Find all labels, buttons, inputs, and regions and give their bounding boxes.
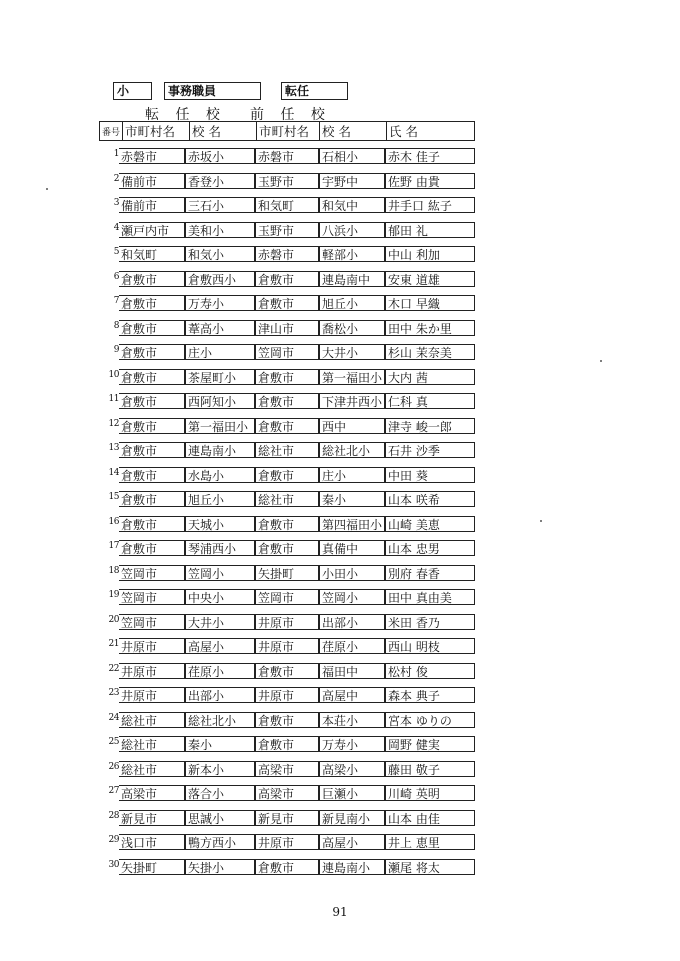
table-row xyxy=(99,711,479,736)
new-city-cell: 倉敷市 xyxy=(119,540,185,556)
table-row xyxy=(99,466,479,491)
new-school-cell: 高屋小 xyxy=(185,638,255,654)
table-row xyxy=(99,392,479,417)
new-city-cell: 和気町 xyxy=(119,246,185,262)
prev-school-cell: 高屋中 xyxy=(319,687,385,703)
table-row xyxy=(99,294,479,319)
table-row xyxy=(99,196,479,221)
new-school-cell: 笠岡小 xyxy=(185,565,255,581)
transfer-list xyxy=(99,147,479,882)
new-city-cell: 新見市 xyxy=(119,810,185,826)
prev-school-cell: 福田中 xyxy=(319,663,385,679)
prev-school-cell: 高屋小 xyxy=(319,834,385,850)
prev-school-cell: 下津井西小 xyxy=(319,393,385,409)
new-school-cell: 倉敷西小 xyxy=(185,271,255,287)
name-cell: 瀬尾 将太 xyxy=(385,859,475,875)
prev-school-cell: 荏原小 xyxy=(319,638,385,654)
prev-city-cell: 赤磐市 xyxy=(255,246,319,262)
prev-school-cell: 連島南小 xyxy=(319,859,385,875)
new-school-cell: 西阿知小 xyxy=(185,393,255,409)
row-number: 25 xyxy=(108,737,119,747)
new-city-cell: 倉敷市 xyxy=(119,369,185,385)
table-row xyxy=(99,270,479,295)
prev-school-cell: 連島南中 xyxy=(319,271,385,287)
table-row xyxy=(99,147,479,172)
new-city-cell: 高梁市 xyxy=(119,785,185,801)
name-cell: 杉山 茉奈美 xyxy=(385,344,475,360)
prev-city-cell: 倉敷市 xyxy=(255,295,319,311)
new-school-cell: 矢掛小 xyxy=(185,859,255,875)
column-header-number: 番号 xyxy=(100,122,123,141)
row-number: 4 xyxy=(113,222,119,233)
new-city-cell: 倉敷市 xyxy=(119,271,185,287)
new-school-cell: 香登小 xyxy=(185,173,255,189)
table-row xyxy=(99,637,479,662)
prev-city-cell: 倉敷市 xyxy=(255,271,319,287)
new-city-cell: 備前市 xyxy=(119,197,185,213)
column-header-new-city: 市町村名 xyxy=(123,122,190,141)
prev-city-cell: 高梁市 xyxy=(255,785,319,801)
new-school-cell: 落合小 xyxy=(185,785,255,801)
new-city-cell: 倉敷市 xyxy=(119,491,185,507)
new-city-cell: 井原市 xyxy=(119,687,185,703)
new-city-cell: 浅口市 xyxy=(119,834,185,850)
new-school-cell: 第一福田小 xyxy=(185,418,255,434)
table-row xyxy=(99,319,479,344)
name-cell: 佐野 由貴 xyxy=(385,173,475,189)
new-school-cell: 万寿小 xyxy=(185,295,255,311)
column-header-row xyxy=(99,121,475,141)
staff-category-label: 事務職員 xyxy=(164,82,261,100)
new-city-cell: 倉敷市 xyxy=(119,320,185,336)
row-number: 29 xyxy=(108,835,119,845)
name-cell: 別府 春香 xyxy=(385,565,475,581)
table-row xyxy=(99,858,479,883)
table-row xyxy=(99,760,479,785)
name-cell: 赤木 佳子 xyxy=(385,148,475,164)
row-number: 12 xyxy=(108,418,119,429)
table-row xyxy=(99,417,479,442)
table-row xyxy=(99,588,479,613)
name-cell: 宮本 ゆりの xyxy=(385,712,475,728)
prev-school-cell: 第四福田小 xyxy=(319,516,385,532)
new-school-cell: 鴨方西小 xyxy=(185,834,255,850)
new-city-cell: 笠岡市 xyxy=(119,589,185,605)
scan-speck xyxy=(540,520,542,522)
table-row xyxy=(99,368,479,393)
name-cell: 川崎 英明 xyxy=(385,785,475,801)
table-row xyxy=(99,441,479,466)
row-number: 23 xyxy=(108,688,119,698)
name-cell: 津寺 峻一郎 xyxy=(385,418,475,434)
name-cell: 森本 典子 xyxy=(385,687,475,703)
name-cell: 山本 由佳 xyxy=(385,810,475,826)
name-cell: 山崎 美恵 xyxy=(385,516,475,532)
row-number: 14 xyxy=(108,467,119,478)
prev-school-cell: 総社北小 xyxy=(319,442,385,458)
new-city-cell: 笠岡市 xyxy=(119,565,185,581)
name-cell: 松村 俊 xyxy=(385,663,475,679)
table-row xyxy=(99,539,479,564)
table-row xyxy=(99,490,479,515)
new-city-cell: 倉敷市 xyxy=(119,344,185,360)
name-cell: 米田 香乃 xyxy=(385,614,475,630)
prev-school-cell: 大井小 xyxy=(319,344,385,360)
table-row xyxy=(99,343,479,368)
prev-school-cell: 西中 xyxy=(319,418,385,434)
new-school-cell: 秦小 xyxy=(185,736,255,752)
table-row xyxy=(99,221,479,246)
new-school-cell: 和気小 xyxy=(185,246,255,262)
row-number: 16 xyxy=(108,516,119,527)
column-header-prev-city: 市町村名 xyxy=(257,122,320,141)
prev-school-cell: 新見南小 xyxy=(319,810,385,826)
prev-city-cell: 井原市 xyxy=(255,638,319,654)
new-city-cell: 矢掛町 xyxy=(119,859,185,875)
prev-school-cell: 本荘小 xyxy=(319,712,385,728)
prev-city-cell: 倉敷市 xyxy=(255,467,319,483)
new-school-cell: 出部小 xyxy=(185,687,255,703)
prev-city-cell: 総社市 xyxy=(255,491,319,507)
new-city-cell: 倉敷市 xyxy=(119,516,185,532)
prev-school-cell: 旭丘小 xyxy=(319,295,385,311)
row-number: 22 xyxy=(108,663,119,674)
name-cell: 石井 沙季 xyxy=(385,442,475,458)
school-level-label: 小 xyxy=(113,82,152,100)
new-city-cell: 赤磐市 xyxy=(119,148,185,164)
prev-school-cell: 笠岡小 xyxy=(319,589,385,605)
new-city-cell: 総社市 xyxy=(119,761,185,777)
row-number: 18 xyxy=(108,565,119,576)
scan-speck xyxy=(600,360,602,362)
row-number: 3 xyxy=(113,198,119,208)
new-school-cell: 茶屋町小 xyxy=(185,369,255,385)
table-row xyxy=(99,172,479,197)
name-cell: 田中 真由美 xyxy=(385,589,475,605)
row-number: 6 xyxy=(113,271,119,282)
new-school-cell: 庄小 xyxy=(185,344,255,360)
new-school-section-heading: 転 任 校 xyxy=(145,107,226,123)
previous-school-section-heading: 前 任 校 xyxy=(250,107,331,123)
new-school-cell: 中央小 xyxy=(185,589,255,605)
table-row xyxy=(99,613,479,638)
row-number: 11 xyxy=(108,394,119,404)
page-number: 91 xyxy=(332,905,348,919)
new-school-cell: 赤坂小 xyxy=(185,148,255,164)
table-row xyxy=(99,662,479,687)
new-school-cell: 琴浦西小 xyxy=(185,540,255,556)
prev-school-cell: 出部小 xyxy=(319,614,385,630)
row-number: 28 xyxy=(108,810,119,821)
prev-school-cell: 秦小 xyxy=(319,491,385,507)
table-row xyxy=(99,686,479,711)
column-header-new-school: 校 名 xyxy=(190,122,257,141)
row-number: 27 xyxy=(108,786,119,796)
row-number: 15 xyxy=(108,492,119,502)
name-cell: 中田 葵 xyxy=(385,467,475,483)
new-city-cell: 倉敷市 xyxy=(119,418,185,434)
row-number: 1 xyxy=(113,149,119,159)
new-school-cell: 水島小 xyxy=(185,467,255,483)
new-school-cell: 葦高小 xyxy=(185,320,255,336)
new-school-cell: 総社北小 xyxy=(185,712,255,728)
name-cell: 岡野 健実 xyxy=(385,736,475,752)
prev-city-cell: 総社市 xyxy=(255,442,319,458)
prev-city-cell: 玉野市 xyxy=(255,222,319,238)
name-cell: 井上 恵里 xyxy=(385,834,475,850)
prev-city-cell: 倉敷市 xyxy=(255,393,319,409)
row-number: 24 xyxy=(108,712,119,723)
row-number: 10 xyxy=(108,369,119,380)
table-row xyxy=(99,833,479,858)
prev-city-cell: 井原市 xyxy=(255,614,319,630)
table-row xyxy=(99,564,479,589)
new-city-cell: 井原市 xyxy=(119,638,185,654)
name-cell: 山本 忠男 xyxy=(385,540,475,556)
new-city-cell: 総社市 xyxy=(119,736,185,752)
name-cell: 田中 朱か里 xyxy=(385,320,475,336)
name-cell: 木口 早織 xyxy=(385,295,475,311)
name-cell: 仁科 真 xyxy=(385,393,475,409)
prev-city-cell: 倉敷市 xyxy=(255,712,319,728)
prev-city-cell: 玉野市 xyxy=(255,173,319,189)
prev-school-cell: 小田小 xyxy=(319,565,385,581)
name-cell: 西山 明枝 xyxy=(385,638,475,654)
row-number: 8 xyxy=(113,320,119,331)
row-number: 13 xyxy=(108,443,119,453)
row-number: 9 xyxy=(113,345,119,355)
name-cell: 郁田 礼 xyxy=(385,222,475,238)
prev-school-cell: 万寿小 xyxy=(319,736,385,752)
name-cell: 中山 利加 xyxy=(385,246,475,262)
table-row xyxy=(99,809,479,834)
new-school-cell: 大井小 xyxy=(185,614,255,630)
row-number: 7 xyxy=(113,296,119,306)
new-school-cell: 荏原小 xyxy=(185,663,255,679)
prev-school-cell: 石相小 xyxy=(319,148,385,164)
new-school-cell: 思誠小 xyxy=(185,810,255,826)
row-number: 20 xyxy=(108,614,119,625)
name-cell: 藤田 敬子 xyxy=(385,761,475,777)
table-row xyxy=(99,515,479,540)
prev-city-cell: 高梁市 xyxy=(255,761,319,777)
row-number: 5 xyxy=(113,247,119,257)
prev-city-cell: 倉敷市 xyxy=(255,540,319,556)
prev-city-cell: 津山市 xyxy=(255,320,319,336)
new-school-cell: 連島南小 xyxy=(185,442,255,458)
prev-school-cell: 第一福田小 xyxy=(319,369,385,385)
prev-school-cell: 喬松小 xyxy=(319,320,385,336)
prev-city-cell: 新見市 xyxy=(255,810,319,826)
scan-speck xyxy=(46,188,48,190)
new-city-cell: 備前市 xyxy=(119,173,185,189)
table-row xyxy=(99,735,479,760)
prev-city-cell: 和気町 xyxy=(255,197,319,213)
new-school-cell: 旭丘小 xyxy=(185,491,255,507)
new-school-cell: 三石小 xyxy=(185,197,255,213)
prev-school-cell: 高梁小 xyxy=(319,761,385,777)
new-city-cell: 倉敷市 xyxy=(119,393,185,409)
prev-city-cell: 倉敷市 xyxy=(255,418,319,434)
prev-city-cell: 笠岡市 xyxy=(255,589,319,605)
new-city-cell: 総社市 xyxy=(119,712,185,728)
prev-school-cell: 巨瀬小 xyxy=(319,785,385,801)
new-school-cell: 天城小 xyxy=(185,516,255,532)
new-city-cell: 笠岡市 xyxy=(119,614,185,630)
prev-city-cell: 赤磐市 xyxy=(255,148,319,164)
transfer-type-label: 転任 xyxy=(281,82,348,100)
new-school-cell: 美和小 xyxy=(185,222,255,238)
prev-school-cell: 八浜小 xyxy=(319,222,385,238)
prev-school-cell: 宇野中 xyxy=(319,173,385,189)
prev-city-cell: 倉敷市 xyxy=(255,516,319,532)
prev-city-cell: 井原市 xyxy=(255,687,319,703)
new-city-cell: 倉敷市 xyxy=(119,295,185,311)
new-city-cell: 井原市 xyxy=(119,663,185,679)
row-number: 17 xyxy=(108,541,119,551)
row-number: 2 xyxy=(113,173,119,184)
prev-city-cell: 笠岡市 xyxy=(255,344,319,360)
column-header-name: 氏 名 xyxy=(387,122,475,141)
row-number: 21 xyxy=(108,639,119,649)
name-cell: 井手口 紘子 xyxy=(385,197,475,213)
name-cell: 大内 茜 xyxy=(385,369,475,385)
prev-school-cell: 庄小 xyxy=(319,467,385,483)
new-school-cell: 新本小 xyxy=(185,761,255,777)
prev-city-cell: 井原市 xyxy=(255,834,319,850)
table-row xyxy=(99,784,479,809)
prev-school-cell: 軽部小 xyxy=(319,246,385,262)
row-number: 19 xyxy=(108,590,119,600)
new-city-cell: 瀬戸内市 xyxy=(119,222,185,238)
prev-city-cell: 倉敷市 xyxy=(255,859,319,875)
new-city-cell: 倉敷市 xyxy=(119,467,185,483)
name-cell: 安東 道雄 xyxy=(385,271,475,287)
new-city-cell: 倉敷市 xyxy=(119,442,185,458)
prev-school-cell: 真備中 xyxy=(319,540,385,556)
row-number: 26 xyxy=(108,761,119,772)
name-cell: 山本 咲希 xyxy=(385,491,475,507)
prev-city-cell: 倉敷市 xyxy=(255,369,319,385)
table-row xyxy=(99,245,479,270)
prev-city-cell: 矢掛町 xyxy=(255,565,319,581)
column-header-prev-school: 校 名 xyxy=(320,122,387,141)
prev-city-cell: 倉敷市 xyxy=(255,736,319,752)
prev-school-cell: 和気中 xyxy=(319,197,385,213)
row-number: 30 xyxy=(108,859,119,870)
prev-city-cell: 倉敷市 xyxy=(255,663,319,679)
